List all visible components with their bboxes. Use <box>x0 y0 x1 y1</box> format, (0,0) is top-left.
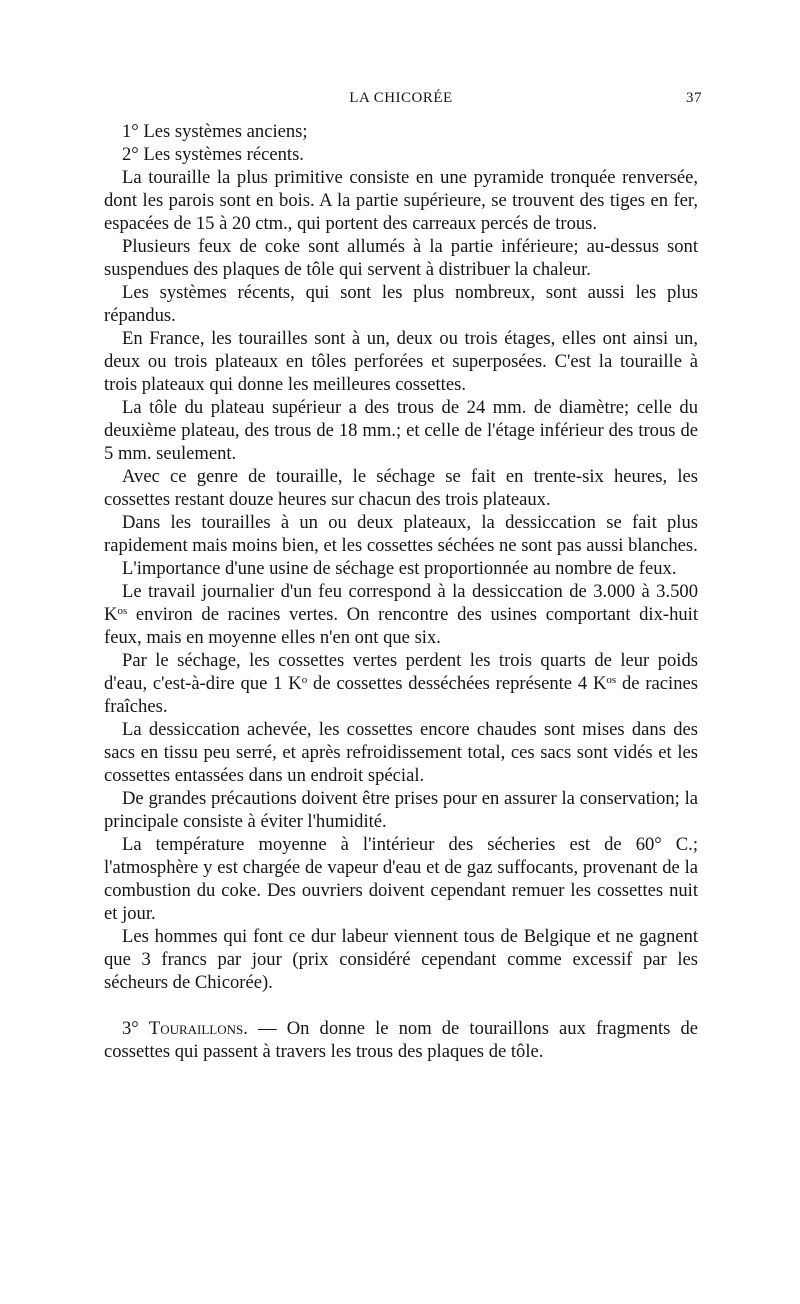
running-title: LA CHICORÉE <box>349 90 453 106</box>
superscript-os-2: os <box>606 674 617 686</box>
paragraph-9: Dans les tourailles à un ou deux plateaux, la dessiccation se fait plus rapidement mais moins bien, et les cossettes séchées ne sont pas aussi blanches. <box>104 512 698 556</box>
page-number: 37 <box>686 90 702 106</box>
paragraph-14: De grandes précautions doivent être prises pour en assurer la conservation; la principale consiste à éviter l'humidité. <box>104 788 698 832</box>
paragraph-10: L'importance d'une usine de séchage est proportionnée au nombre de feux. <box>122 558 677 579</box>
paragraph-12 <box>104 649 698 718</box>
paragraph-12-part-3: de racines fraîches. <box>104 673 699 717</box>
paragraph-3: La touraille la plus primitive consiste en une pyramide tronquée renversée, dont les parois sont en bois. A la partie supérieure, se trouvent des tiges en fer, espacées de 15 à 20 ctm., qui portent des carreaux percés de trous. <box>104 167 698 234</box>
section-heading: Touraillons. <box>148 1018 248 1039</box>
section-paragraph <box>104 1017 698 1063</box>
section-number: 3° <box>122 1018 139 1039</box>
paragraph-11-part-2: environ de racines vertes. On rencontre des usines comportant dix-huit feux, mais en moyenne elles n'en ont que six. <box>104 604 698 648</box>
paragraph-12-part-2: de cossettes desséchées représente 4 K <box>307 673 607 694</box>
paragraph-1: 1° Les systèmes anciens; <box>122 121 308 142</box>
paragraph-8: Avec ce genre de touraille, le séchage se fait en trente-six heures, les cossettes restant douze heures sur chacun des trois plateaux. <box>104 466 698 510</box>
paragraph-11 <box>104 580 698 649</box>
superscript-os: os <box>117 605 128 617</box>
paragraph-11-part-1: Le travail journalier d'un feu correspond à la dessiccation de 3.000 à 3.500 K <box>104 581 698 625</box>
paragraph-4: Plusieurs feux de coke sont allumés à la partie inférieure; au-dessus sont suspendues des plaques de tôle qui servent à distribuer la chaleur. <box>104 236 698 280</box>
paragraph-16: Les hommes qui font ce dur labeur viennent tous de Belgique et ne gagnent que 3 francs par jour (prix considéré cependant comme excessif par les sécheurs de Chicorée). <box>104 926 698 993</box>
running-head <box>104 86 702 110</box>
paragraph-7: La tôle du plateau supérieur a des trous de 24 mm. de diamètre; celle du deuxième plateau, des trous de 18 mm.; et celle de l'étage inférieur des trous de 5 mm. seulement. <box>104 397 698 464</box>
paragraph-5: Les systèmes récents, qui sont les plus nombreux, sont aussi les plus répandus. <box>104 282 698 326</box>
section-text: — On donne le nom de touraillons aux fragments de cossettes qui passent à travers les trous des plaques de tôle. <box>104 1018 698 1062</box>
paragraph-15: La température moyenne à l'intérieur des sécheries est de 60° C.; l'atmosphère y est chargée de vapeur d'eau et de gaz suffocants, provenant de la combustion du coke. Des ouvriers doivent cependant remuer les cossettes nuit et jour. <box>104 834 698 924</box>
book-page <box>104 86 702 1063</box>
superscript-o: o <box>301 674 308 686</box>
body-text <box>104 120 698 1063</box>
paragraph-6: En France, les tourailles sont à un, deux ou trois étages, elles ont ainsi un, deux ou trois plateaux en tôles perforées et superposées. C'est la touraille à trois plateaux qui donne les meilleures cossettes. <box>104 328 698 395</box>
paragraph-2: 2° Les systèmes récents. <box>122 144 304 165</box>
paragraph-12-part-1: Par le séchage, les cossettes vertes perdent les trois quarts de leur poids d'eau, c'est-à-dire que 1 K <box>104 650 698 694</box>
paragraph-13: La dessiccation achevée, les cossettes encore chaudes sont mises dans des sacs en tissu peu serré, et après refroidissement total, ces sacs sont vidés et les cossettes entassées dans un endroit spécial. <box>104 719 698 786</box>
